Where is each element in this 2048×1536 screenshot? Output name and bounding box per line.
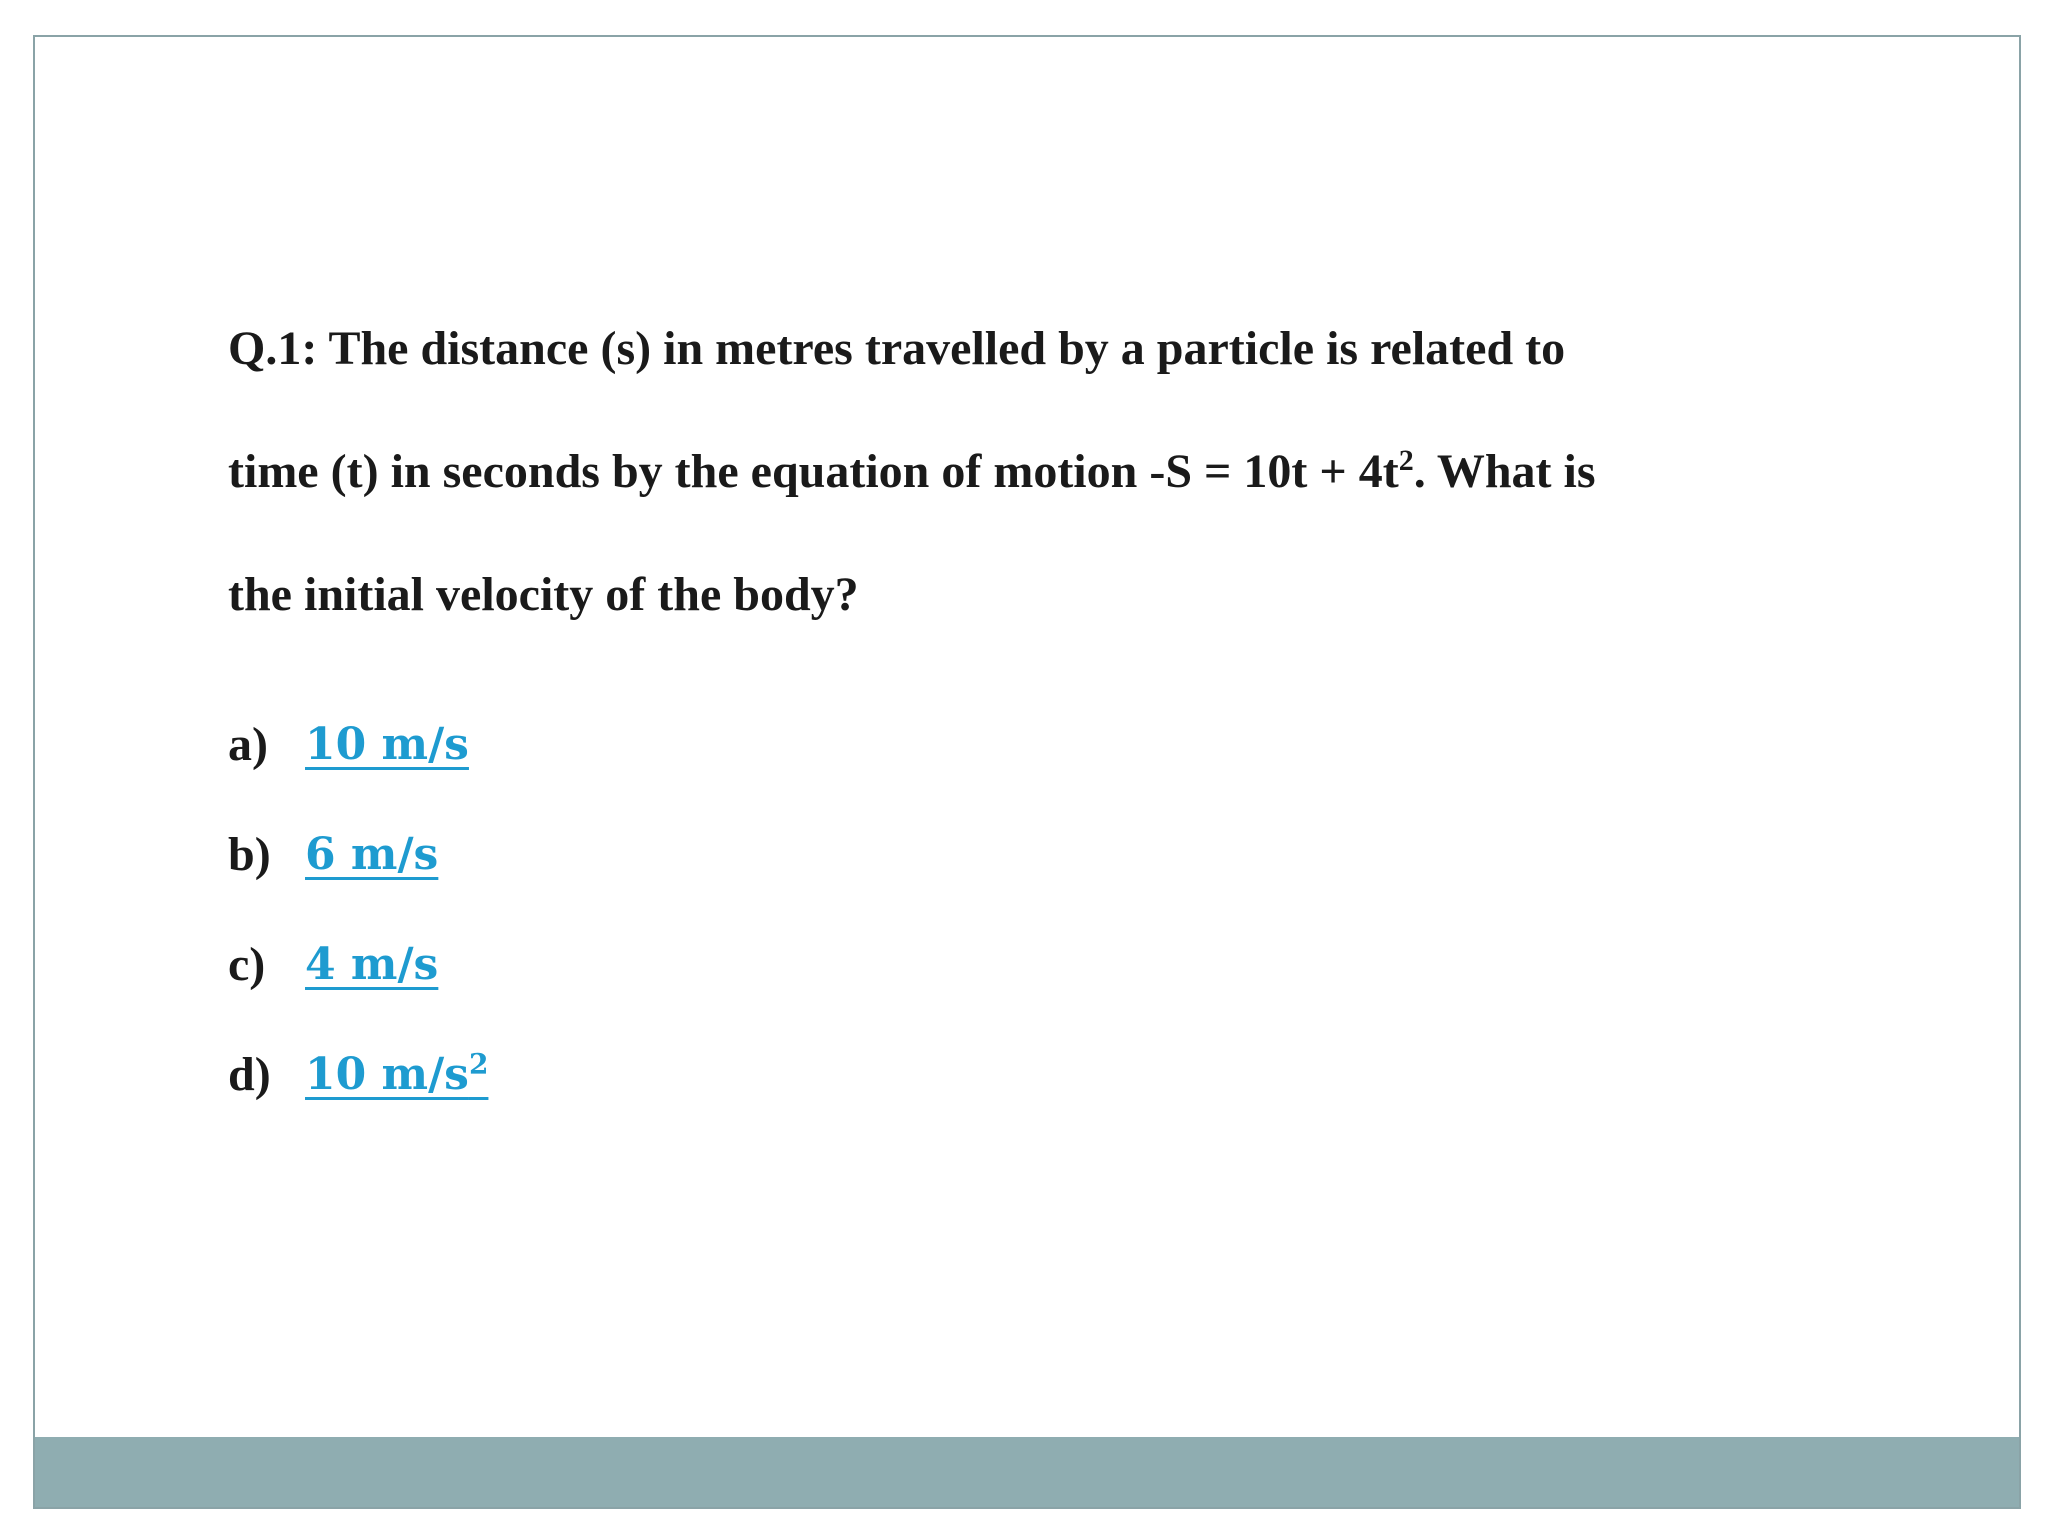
question-line-2-main: time (t) in seconds by the equation of motion -S = 10t + 4t: [228, 445, 1399, 498]
option-letter: b): [228, 827, 271, 881]
option-a: [228, 689, 488, 799]
option-letter: c): [228, 937, 266, 991]
option-value-text: 4 m/s: [305, 938, 439, 990]
option-c: [228, 909, 488, 1019]
option-b: [228, 799, 488, 909]
question-text: [228, 287, 1828, 656]
option-value-text: 10 m/s: [305, 718, 469, 770]
option-value-text: 6 m/s: [305, 828, 439, 880]
slide-frame: [33, 35, 2021, 1509]
option-d: [228, 1019, 488, 1129]
question-line-2-end: . What is: [1413, 445, 1596, 498]
option-d-link[interactable]: [305, 1046, 489, 1100]
option-letter: d): [228, 1047, 271, 1101]
answer-options: [228, 689, 488, 1129]
question-exponent: 2: [1398, 444, 1414, 477]
option-letter: a): [228, 717, 268, 771]
question-line-2: [228, 445, 1596, 498]
option-b-link[interactable]: [305, 829, 438, 880]
question-line-3: the initial velocity of the body?: [228, 568, 859, 621]
option-a-link[interactable]: [305, 719, 469, 770]
option-value-text: 10 m/s: [305, 1048, 469, 1100]
footer-bar: [35, 1437, 2019, 1507]
question-line-1: Q.1: The distance (s) in metres travelled by a particle is related to: [228, 322, 1566, 375]
option-value-exponent: 2: [468, 1046, 489, 1080]
option-c-link[interactable]: [305, 939, 438, 990]
